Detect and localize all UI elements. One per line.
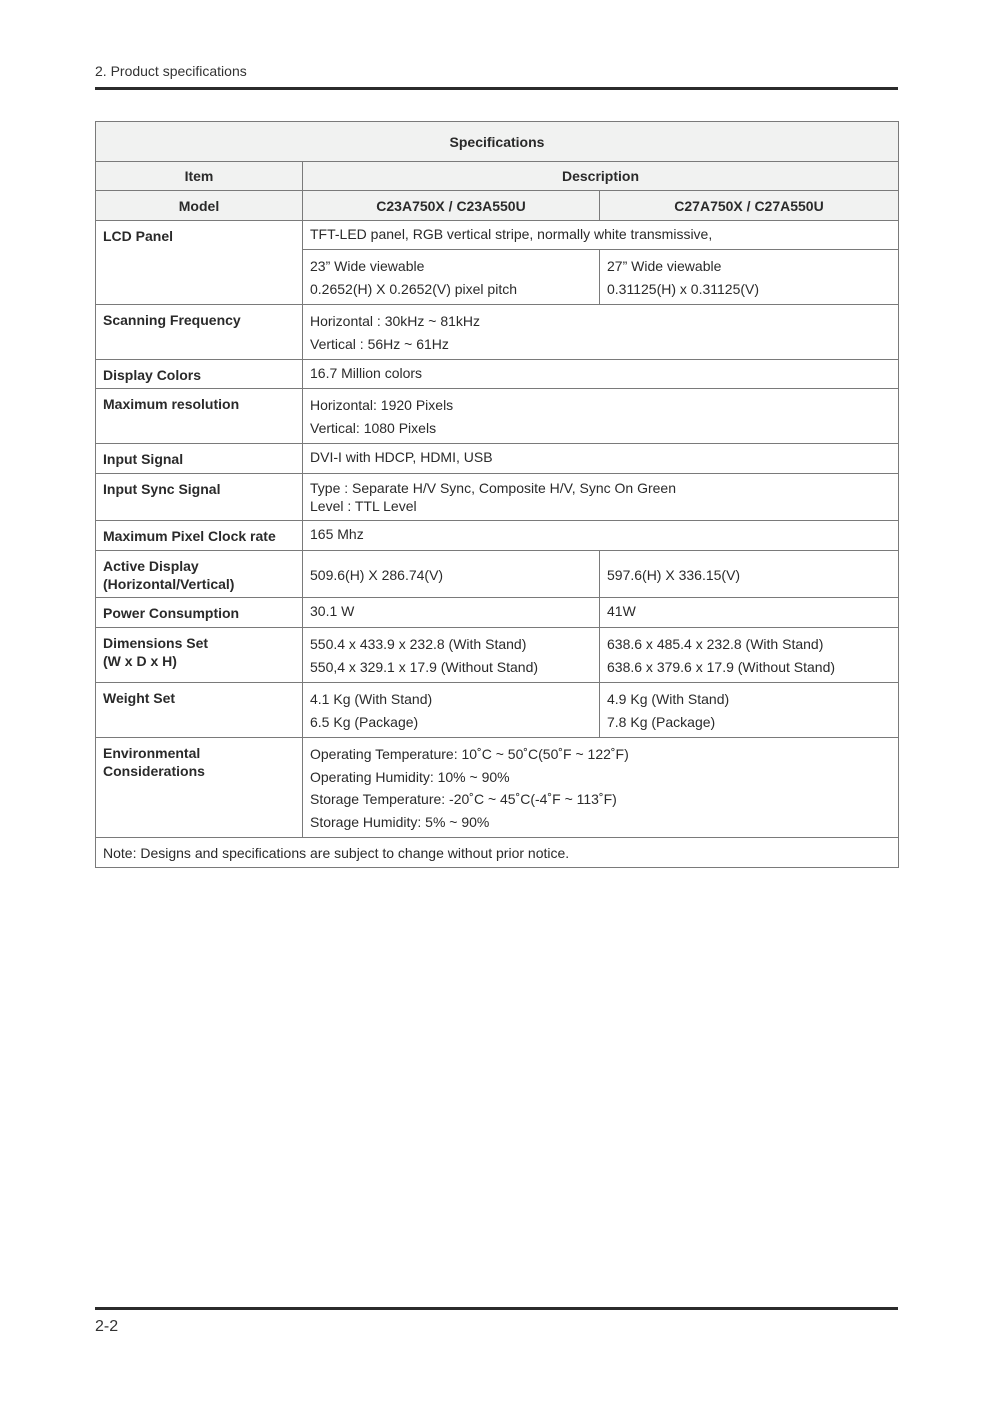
label-line: Dimensions Set bbox=[103, 635, 209, 651]
footer-divider bbox=[95, 1307, 898, 1310]
scanning-frequency-value bbox=[303, 305, 899, 360]
table-note: Note: Designs and specifications are subject to change without prior notice. bbox=[96, 838, 899, 868]
section-title: 2. Product specifications bbox=[95, 63, 247, 79]
label-line: Environmental bbox=[103, 745, 201, 761]
table-title: Specifications bbox=[96, 122, 899, 162]
row-label: LCD Panel bbox=[96, 221, 303, 305]
label-line: (Horizontal/Vertical) bbox=[103, 576, 235, 592]
cell-line: 0.2652(H) X 0.2652(V) pixel pitch bbox=[310, 280, 517, 297]
weight-b bbox=[600, 683, 899, 738]
row-label bbox=[96, 738, 303, 838]
header-divider bbox=[95, 87, 898, 90]
table-row bbox=[96, 551, 899, 598]
cell-line: 638.6 x 379.6 x 17.9 (Without Stand) bbox=[607, 658, 836, 675]
row-label bbox=[96, 628, 303, 683]
cell-line: Vertical: 1080 Pixels bbox=[310, 419, 437, 436]
input-sync-value bbox=[303, 474, 899, 521]
table-row bbox=[96, 738, 899, 838]
cell-line: 638.6 x 485.4 x 232.8 (With Stand) bbox=[607, 636, 824, 652]
table-row bbox=[96, 360, 899, 389]
active-display-a: 509.6(H) X 286.74(V) bbox=[303, 551, 600, 598]
lcd-panel-a bbox=[303, 250, 600, 305]
power-b: 41W bbox=[600, 598, 899, 628]
label-line: Active Display bbox=[103, 558, 199, 574]
cell-line: Vertical : 56Hz ~ 61Hz bbox=[310, 335, 449, 352]
label-line: Considerations bbox=[103, 763, 205, 779]
cell-line: 550.4 x 433.9 x 232.8 (With Stand) bbox=[310, 636, 527, 652]
cell-line: Type : Separate H/V Sync, Composite H/V, Sync On Green bbox=[310, 480, 676, 496]
row-label: Maximum Pixel Clock rate bbox=[96, 521, 303, 551]
note-row bbox=[96, 838, 899, 868]
cell-line: Storage Humidity: 5% ~ 90% bbox=[310, 813, 490, 830]
row-label: Maximum resolution bbox=[96, 389, 303, 444]
cell-line: 550,4 x 329.1 x 17.9 (Without Stand) bbox=[310, 658, 539, 675]
pixel-clock-value: 165 Mhz bbox=[303, 521, 899, 551]
table-row bbox=[96, 598, 899, 628]
cell-line: 7.8 Kg (Package) bbox=[607, 713, 716, 730]
column-header-item: Item bbox=[96, 162, 303, 191]
lcd-panel-common: TFT-LED panel, RGB vertical stripe, normally white transmissive, bbox=[303, 221, 899, 250]
table-row bbox=[96, 221, 899, 250]
table-row bbox=[96, 628, 899, 683]
row-label: Input Signal bbox=[96, 444, 303, 474]
cell-line: 23” Wide viewable bbox=[310, 258, 425, 274]
row-label: Scanning Frequency bbox=[96, 305, 303, 360]
max-resolution-value bbox=[303, 389, 899, 444]
dimensions-b bbox=[600, 628, 899, 683]
cell-line: 27” Wide viewable bbox=[607, 258, 722, 274]
row-label bbox=[96, 551, 303, 598]
table-row bbox=[96, 444, 899, 474]
model-row bbox=[96, 191, 899, 221]
cell-line: 0.31125(H) x 0.31125(V) bbox=[607, 280, 760, 297]
column-header-row bbox=[96, 162, 899, 191]
table-row bbox=[96, 474, 899, 521]
cell-line: Operating Temperature: 10˚C ~ 50˚C(50˚F ~ 122˚F) bbox=[310, 746, 629, 762]
page-number: 2-2 bbox=[95, 1318, 119, 1335]
model-label: Model bbox=[96, 191, 303, 221]
table-row bbox=[96, 305, 899, 360]
power-a: 30.1 W bbox=[303, 598, 600, 628]
model-b: C27A750X / C27A550U bbox=[600, 191, 899, 221]
model-a: C23A750X / C23A550U bbox=[303, 191, 600, 221]
table-row bbox=[96, 521, 899, 551]
cell-line: Horizontal: 1920 Pixels bbox=[310, 397, 454, 413]
active-display-b: 597.6(H) X 336.15(V) bbox=[600, 551, 899, 598]
cell-line: Level : TTL Level bbox=[310, 498, 417, 514]
cell-line: 4.9 Kg (With Stand) bbox=[607, 691, 730, 707]
row-label: Display Colors bbox=[96, 360, 303, 389]
label-line: (W x D x H) bbox=[103, 653, 177, 669]
table-row bbox=[96, 389, 899, 444]
cell-line: Storage Temperature: -20˚C ~ 45˚C(-4˚F ~ 113˚F) bbox=[310, 791, 617, 807]
row-label: Input Sync Signal bbox=[96, 474, 303, 521]
cell-line: 4.1 Kg (With Stand) bbox=[310, 691, 433, 707]
table-title-row bbox=[96, 122, 899, 162]
table-row bbox=[96, 683, 899, 738]
specifications-table bbox=[95, 121, 899, 868]
row-label: Power Consumption bbox=[96, 598, 303, 628]
environment-value bbox=[303, 738, 899, 838]
display-colors-value: 16.7 Million colors bbox=[303, 360, 899, 389]
weight-a bbox=[303, 683, 600, 738]
lcd-panel-b bbox=[600, 250, 899, 305]
cell-line: Operating Humidity: 10% ~ 90% bbox=[310, 768, 510, 785]
cell-line: 6.5 Kg (Package) bbox=[310, 713, 419, 730]
cell-line: Horizontal : 30kHz ~ 81kHz bbox=[310, 313, 481, 329]
column-header-description: Description bbox=[303, 162, 899, 191]
row-label: Weight Set bbox=[96, 683, 303, 738]
input-signal-value: DVI-I with HDCP, HDMI, USB bbox=[303, 444, 899, 474]
dimensions-a bbox=[303, 628, 600, 683]
